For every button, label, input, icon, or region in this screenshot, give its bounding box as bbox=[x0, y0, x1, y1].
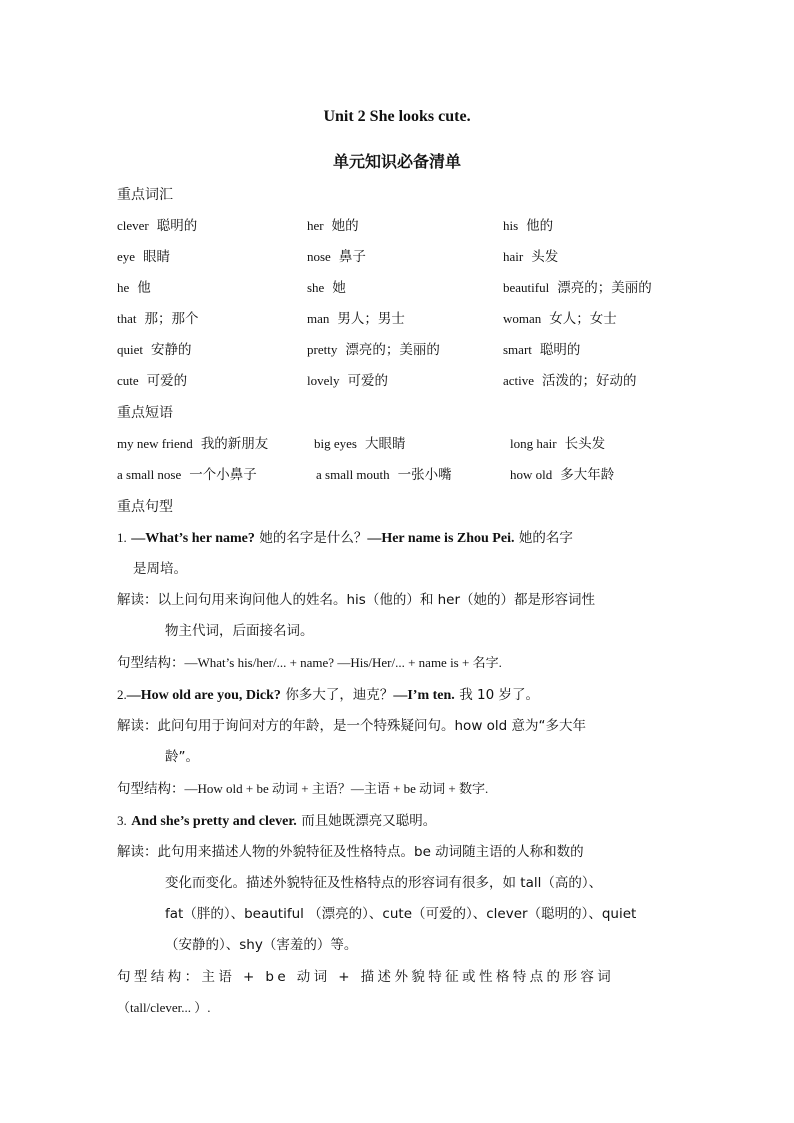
phrase-item bbox=[316, 465, 452, 485]
phrase-meaning: 一张小嘴 bbox=[397, 467, 452, 483]
vocab-item bbox=[117, 247, 170, 267]
phrase-meaning: 我的新朋友 bbox=[200, 436, 269, 452]
sentence-1: 1. —What’s her name? 她的名字是什么？—Her name is Zhou Pei. 她的名字 bbox=[117, 530, 573, 546]
vocab-meaning: 安静的 bbox=[151, 342, 192, 358]
vocab-word: nose bbox=[307, 249, 331, 264]
sentence-2: 2.—How old are you, Dick? 你多大了，迪克？—I’m ten. 我 10 岁了。 bbox=[117, 687, 539, 703]
vocab-word: he bbox=[117, 280, 130, 295]
vocab-item bbox=[503, 340, 580, 360]
sentence-3-note-cont-2: fat（胖的）、beautiful （漂亮的）、cute（可爱的）、clever（聪明的）、quiet bbox=[165, 906, 637, 922]
vocab-item bbox=[117, 371, 187, 391]
vocab-meaning: 漂亮的；美丽的 bbox=[557, 280, 652, 296]
phrase-section-header: 重点短语 bbox=[117, 405, 173, 421]
vocab-item bbox=[307, 371, 388, 391]
vocab-meaning: 漂亮的；美丽的 bbox=[345, 342, 440, 358]
sentence-3-structure: 句型结构：主语 + be 动词 + 描述外貌特征或性格特点的形容词 bbox=[117, 969, 615, 985]
page-title: Unit 2 She looks cute. bbox=[323, 108, 471, 125]
sentence-3-note-cont-3: （安静的）、shy（害羞的）等。 bbox=[165, 937, 358, 953]
vocab-meaning: 可爱的 bbox=[146, 373, 188, 389]
vocab-word: woman bbox=[503, 311, 542, 326]
vocab-meaning: 鼻子 bbox=[338, 249, 366, 265]
vocab-item bbox=[307, 216, 359, 236]
phrase-meaning: 一个小鼻子 bbox=[189, 467, 257, 483]
vocab-word: that bbox=[117, 311, 137, 326]
sentence-2-note-cont: 龄”。 bbox=[165, 749, 199, 765]
vocab-item bbox=[503, 371, 637, 391]
vocab-meaning: 男人；男士 bbox=[337, 311, 405, 327]
vocab-meaning: 她 bbox=[332, 280, 346, 296]
vocab-item bbox=[117, 278, 151, 298]
sentence-2-structure: 句型结构：—How old + be 动词 + 主语？—主语 + be 动词 + 数字. bbox=[117, 781, 489, 797]
vocab-item bbox=[307, 247, 366, 267]
phrase-text: my new friend bbox=[117, 436, 193, 451]
vocab-word: pretty bbox=[307, 342, 338, 357]
phrase-meaning: 长头发 bbox=[564, 436, 606, 452]
vocab-item bbox=[307, 340, 440, 360]
phrase-item bbox=[314, 434, 405, 454]
sentence-3-note-cont-1: 变化而变化。描述外貌特征及性格特点的形容词有很多，如 tall（高的）、 bbox=[165, 875, 603, 891]
phrase-text: how old bbox=[510, 467, 553, 482]
phrase-meaning: 大眼睛 bbox=[364, 436, 406, 452]
sentence-1-structure: 句型结构：—What’s his/her/... + name? —His/Her/... + name is + 名字. bbox=[117, 655, 502, 671]
vocab-word: beautiful bbox=[503, 280, 550, 295]
vocab-word: his bbox=[503, 218, 519, 233]
vocab-meaning: 眼睛 bbox=[143, 249, 171, 265]
phrase-item bbox=[510, 434, 605, 454]
vocab-word: smart bbox=[503, 342, 532, 357]
vocab-word: hair bbox=[503, 249, 524, 264]
phrase-meaning: 多大年龄 bbox=[560, 467, 615, 483]
vocab-meaning: 女人；女士 bbox=[549, 311, 617, 327]
vocab-word: eye bbox=[117, 249, 136, 264]
vocab-meaning: 可爱的 bbox=[347, 373, 388, 389]
vocab-word: cute bbox=[117, 373, 139, 388]
vocab-item bbox=[503, 309, 617, 329]
vocab-item bbox=[503, 278, 652, 298]
sentence-1-note: 解读：以上问句用来询问他人的姓名。his（他的）和 her（她的）都是形容词性 bbox=[117, 592, 596, 608]
sentence-3-note: 解读：此句用来描述人物的外貌特征及性格特点。be 动词随主语的人称和数的 bbox=[117, 844, 584, 860]
phrase-item bbox=[510, 465, 614, 485]
vocab-word: lovely bbox=[307, 373, 340, 388]
page-subtitle: 单元知识必备清单 bbox=[332, 152, 461, 171]
phrase-text: a small nose bbox=[117, 467, 182, 482]
vocab-word: man bbox=[307, 311, 330, 326]
vocab-meaning: 聪明的 bbox=[156, 218, 198, 234]
phrase-text: big eyes bbox=[314, 436, 357, 451]
vocab-word: quiet bbox=[117, 342, 143, 357]
vocab-meaning: 活泼的；好动的 bbox=[542, 373, 637, 389]
vocab-meaning: 她的 bbox=[331, 218, 359, 234]
vocab-word: her bbox=[307, 218, 324, 233]
sentence-3: 3. And she’s pretty and clever. 而且她既漂亮又聪明。 bbox=[117, 813, 437, 829]
phrase-item bbox=[117, 434, 268, 454]
sentence-section-header: 重点句型 bbox=[117, 499, 173, 515]
vocab-item bbox=[307, 278, 346, 298]
vocab-meaning: 头发 bbox=[531, 249, 559, 265]
sentence-2-note: 解读：此问句用于询问对方的年龄，是一个特殊疑问句。how old 意为“多大年 bbox=[117, 718, 587, 734]
vocab-word: clever bbox=[117, 218, 149, 233]
phrase-text: a small mouth bbox=[316, 467, 390, 482]
phrase-text: long hair bbox=[510, 436, 557, 451]
vocab-meaning: 他的 bbox=[526, 218, 554, 234]
sentence-1-cont: 是周培。 bbox=[133, 561, 187, 577]
vocab-item bbox=[117, 340, 192, 360]
vocab-item bbox=[503, 247, 558, 267]
vocab-section-header: 重点词汇 bbox=[117, 187, 173, 203]
vocab-meaning: 聪明的 bbox=[539, 342, 581, 358]
vocab-meaning: 那；那个 bbox=[144, 311, 199, 327]
vocab-item bbox=[503, 216, 553, 236]
vocab-meaning: 他 bbox=[137, 280, 151, 296]
vocab-item bbox=[117, 309, 199, 329]
sentence-3-structure-cont: （tall/clever... ）. bbox=[117, 1000, 211, 1015]
vocab-item bbox=[117, 216, 197, 236]
vocab-item bbox=[307, 309, 405, 329]
phrase-item bbox=[117, 465, 257, 485]
sentence-1-note-cont: 物主代词，后面接名词。 bbox=[165, 623, 314, 639]
vocab-word: she bbox=[307, 280, 325, 295]
vocab-word: active bbox=[503, 373, 535, 388]
